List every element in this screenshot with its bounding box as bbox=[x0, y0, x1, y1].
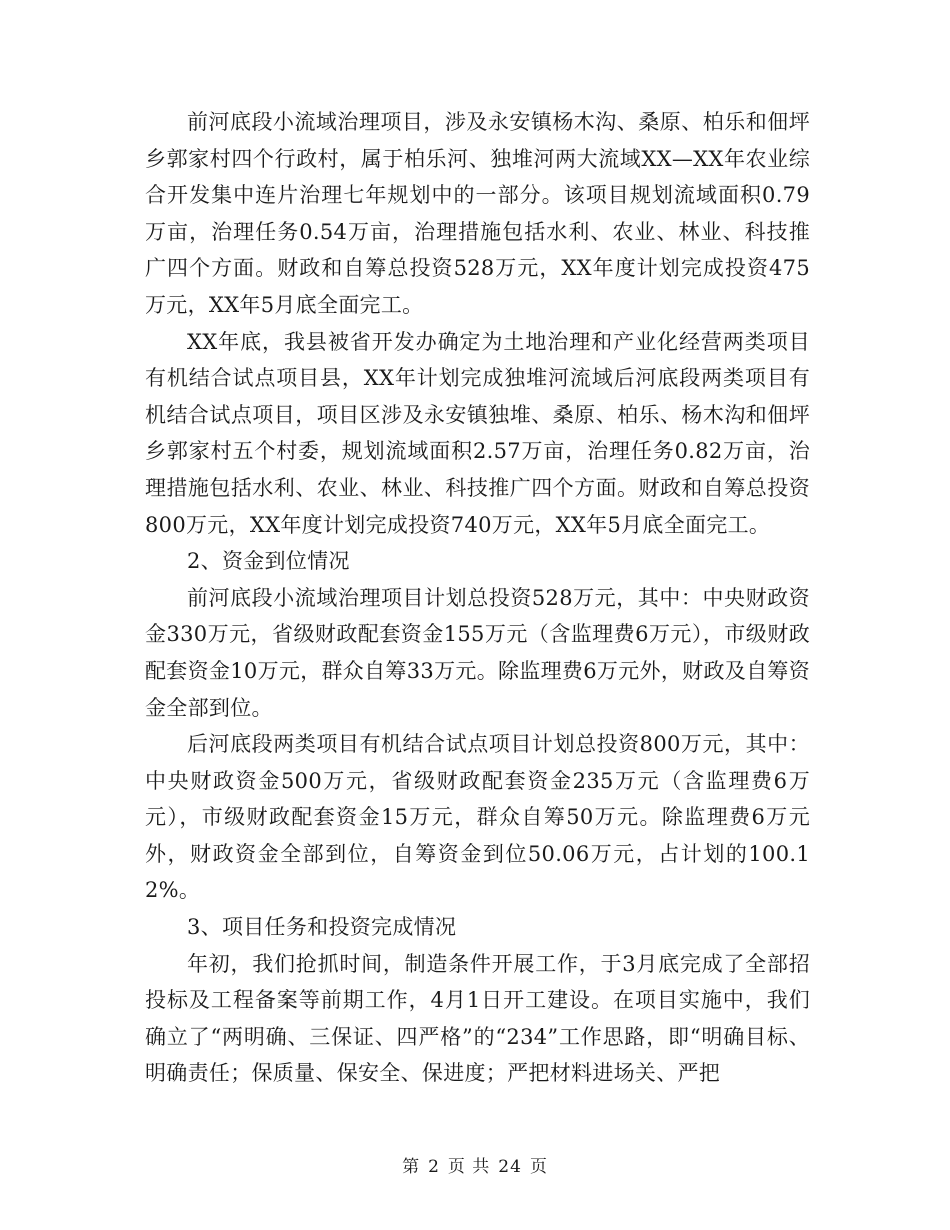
footer-prefix: 第 bbox=[402, 1157, 421, 1177]
paragraph-work-progress: 年初，我们抢抓时间，制造条件开展工作，于3月底完成了全部招投标及工程备案等前期工作，4月1日开工建设。在项目实施中，我们确立了“两明确、三保证、四严格”的“234”工作思路，即“明确目标、明确责任；保质量、保安全、保进度；严把材料进场关、严把 bbox=[145, 951, 810, 1086]
page-footer bbox=[0, 1152, 950, 1177]
paragraph-pilot-project: XX年底，我县被省开发办确定为土地治理和产业化经营两类项目有机结合试点项目县，XX年计划完成独堆河流域后河底段两类项目有机结合试点项目，项目区涉及永安镇独堆、桑原、柏乐、杨木沟和佃坪乡郭家村五个村委，规划流域面积2.57万亩，治理任务0.82万亩，治理措施包括水利、农业、林业、科技推广四个方面。财政和自筹总投资800万元，XX年度计划完成投资740万元，XX年5月底全面完工。 bbox=[145, 329, 810, 537]
section-heading-funding: 2、资金到位情况 bbox=[187, 549, 350, 574]
document-body bbox=[145, 104, 810, 1092]
paragraph-qianhedi-project: 前河底段小流域治理项目，涉及永安镇杨木沟、桑原、柏乐和佃坪乡郭家村四个行政村，属于柏乐河、独堆河两大流域XX—XX年农业综合开发集中连片治理七年规划中的一部分。该项目规划流域面积0.79万亩，治理任务0.54万亩，治理措施包括水利、农业、林业、科技推广四个方面。财政和自筹总投资528万元，XX年度计划完成投资475万元，XX年5月底全面完工。 bbox=[145, 110, 810, 317]
page-number: 2 bbox=[428, 1157, 440, 1177]
total-pages: 24 bbox=[498, 1157, 522, 1177]
footer-suffix: 页 bbox=[529, 1157, 548, 1177]
section-heading-completion: 3、项目任务和投资完成情况 bbox=[187, 915, 457, 940]
paragraph-houhedi-funding: 后河底段两类项目有机结合试点项目计划总投资800万元，其中：中央财政资金500万元，省级财政配套资金235万元（含监理费6万元），市级财政配套资金15万元，群众自筹50万元。除监理费6万元外，财政资金全部到位，自筹资金到位50.06万元，占计划的100.12%。 bbox=[145, 732, 810, 903]
footer-middle: 页 共 bbox=[447, 1157, 491, 1177]
paragraph-qianhedi-funding: 前河底段小流域治理项目计划总投资528万元，其中：中央财政资金330万元，省级财政配套资金155万元（含监理费6万元），市级财政配套资金10万元，群众自筹33万元。除监理费6万元外，财政及自筹资金全部到位。 bbox=[145, 585, 810, 720]
